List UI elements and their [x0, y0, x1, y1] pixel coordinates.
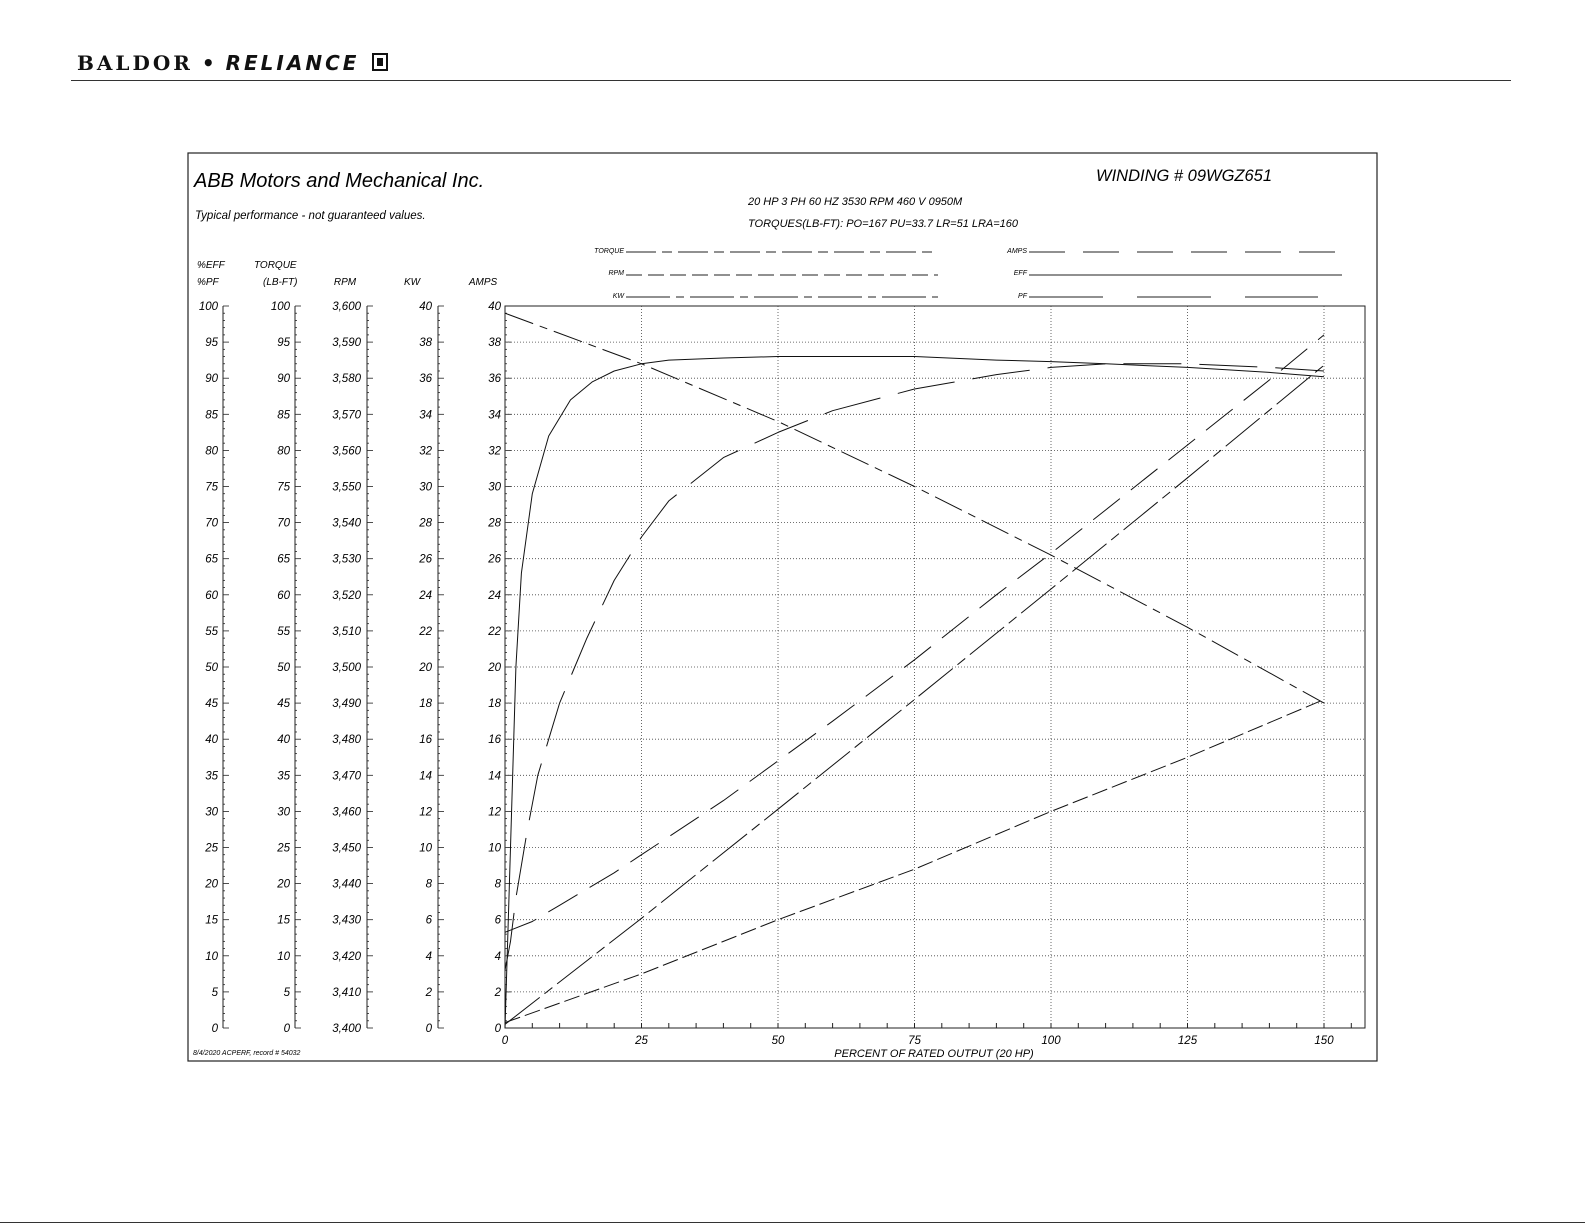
brand-name-baldor: BALDOR: [77, 51, 193, 75]
performance-subtitle: Typical performance - not guaranteed values.: [195, 210, 426, 222]
record-footer: 8/4/2020 ACPERF, record # 54032: [193, 1050, 301, 1057]
y-tick-label: 12: [488, 806, 501, 819]
y-scale-pf: [197, 260, 229, 1035]
y-tick-label: 3,570: [332, 409, 361, 422]
y-scale-subtitle: (LB-FT): [263, 277, 298, 288]
y-tick-label: 0: [425, 1023, 432, 1035]
y-tick-label: 3,460: [332, 806, 361, 819]
y-tick-label: 10: [277, 950, 290, 963]
y-tick-label: 8: [425, 878, 432, 891]
chart-frame: [188, 153, 1377, 1061]
legend-label-eff: EFF: [1013, 270, 1027, 277]
x-axis: [502, 1023, 1352, 1047]
y-tick-label: 30: [419, 481, 432, 494]
y-tick-label: 24: [419, 589, 432, 602]
y-tick-label: 30: [277, 806, 290, 819]
y-scale-lbft: [254, 260, 301, 1035]
brand-separator: •: [201, 51, 217, 75]
y-tick-label: 95: [277, 337, 290, 350]
y-tick-label: 4: [494, 950, 501, 963]
y-scale-rpm: [332, 277, 373, 1035]
y-scale-subtitle: KW: [403, 277, 421, 288]
legend-label-amps: AMPS: [1007, 248, 1027, 255]
y-tick-label: 3,520: [332, 589, 361, 602]
y-tick-label: 22: [419, 625, 432, 638]
y-tick-label: 90: [277, 373, 290, 386]
y-tick-label: 3,480: [332, 734, 361, 747]
y-tick-label: 36: [419, 373, 432, 386]
y-tick-label: 30: [205, 806, 218, 819]
legend-label-kw: KW: [612, 293, 624, 300]
y-tick-label: 0: [494, 1023, 501, 1035]
y-tick-label: 26: [488, 553, 501, 566]
x-tick-label: 150: [1314, 1035, 1334, 1047]
y-tick-label: 12: [419, 806, 432, 819]
page-bottom-rule: [0, 1222, 1585, 1223]
y-tick-label: 35: [277, 770, 290, 783]
y-tick-label: 4: [425, 950, 432, 963]
y-tick-label: 85: [205, 409, 218, 422]
y-tick-label: 18: [488, 698, 501, 711]
y-tick-label: 30: [488, 481, 501, 494]
plot-grid: [505, 306, 1365, 1028]
y-tick-label: 15: [277, 914, 290, 927]
y-tick-label: 3,410: [332, 986, 361, 999]
y-tick-label: 38: [488, 337, 501, 350]
y-tick-label: 18: [419, 698, 432, 711]
winding-number: WINDING # 09WGZ651: [1096, 167, 1273, 185]
y-tick-label: 2: [425, 986, 432, 999]
y-tick-label: 32: [419, 445, 432, 458]
y-tick-label: 25: [277, 842, 290, 855]
legend-label-torque: TORQUE: [594, 248, 624, 255]
y-tick-label: 36: [488, 373, 501, 386]
y-tick-label: 90: [205, 373, 218, 386]
company-title: ABB Motors and Mechanical Inc.: [194, 170, 485, 192]
x-axis-title: PERCENT OF RATED OUTPUT (20 HP): [834, 1048, 1034, 1060]
torque-values: TORQUES(LB-FT): PO=167 PU=33.7 LR=51 LRA=160: [748, 218, 1019, 230]
y-tick-label: 70: [277, 517, 290, 530]
x-tick-label: 75: [908, 1035, 921, 1047]
y-tick-label: 28: [488, 517, 501, 530]
y-tick-label: 32: [488, 445, 501, 458]
y-tick-label: 15: [205, 914, 218, 927]
y-tick-label: 50: [205, 662, 218, 674]
y-tick-label: 20: [205, 878, 218, 891]
y-tick-label: 10: [205, 950, 218, 963]
x-tick-label: 100: [1041, 1035, 1061, 1047]
y-tick-label: 16: [419, 734, 432, 747]
y-scale-subtitle: RPM: [333, 277, 357, 288]
y-tick-label: 3,440: [332, 878, 361, 891]
y-tick-label: 3,450: [332, 842, 361, 855]
y-tick-label: 16: [488, 734, 501, 747]
y-tick-label: 38: [419, 337, 432, 350]
y-tick-label: 100: [270, 301, 290, 313]
y-tick-label: 3,600: [332, 301, 361, 313]
y-tick-label: 80: [205, 445, 218, 458]
y-tick-label: 22: [488, 625, 501, 638]
y-tick-label: 10: [419, 842, 432, 855]
y-tick-label: 95: [205, 337, 218, 350]
x-tick-label: 50: [771, 1035, 785, 1047]
y-tick-label: 28: [419, 517, 432, 530]
y-tick-label: 75: [205, 481, 218, 494]
y-tick-label: 34: [419, 409, 432, 422]
series-line-rpm: [505, 313, 1324, 703]
y-tick-label: 26: [419, 553, 432, 566]
y-scale-subtitle: %PF: [197, 277, 219, 288]
y-tick-label: 14: [488, 770, 501, 783]
y-tick-label: 40: [488, 301, 501, 313]
y-tick-label: 3,510: [332, 625, 361, 638]
y-tick-label: 2: [494, 986, 501, 999]
y-tick-label: 3,540: [332, 517, 361, 530]
y-tick-label: 3,550: [332, 481, 361, 494]
y-tick-label: 20: [419, 662, 432, 674]
y-tick-label: 40: [419, 301, 432, 313]
y-tick-label: 55: [205, 625, 218, 638]
y-tick-label: 3,430: [332, 914, 361, 927]
y-tick-label: 40: [205, 734, 218, 747]
y-tick-label: 35: [205, 770, 218, 783]
y-tick-label: 8: [494, 878, 501, 891]
y-scale-title: TORQUE: [254, 260, 297, 271]
y-tick-label: 45: [205, 698, 218, 711]
y-tick-label: 6: [425, 914, 432, 927]
y-tick-label: 3,470: [332, 770, 361, 783]
y-tick-label: 3,500: [332, 662, 361, 674]
legend-label-rpm: RPM: [608, 270, 624, 277]
y-tick-label: 3,490: [332, 698, 361, 711]
y-tick-label: 60: [205, 589, 218, 602]
y-tick-label: 3,560: [332, 445, 361, 458]
y-tick-label: 55: [277, 625, 290, 638]
y-tick-label: 60: [277, 589, 290, 602]
y-tick-label: 24: [488, 589, 501, 602]
y-tick-label: 20: [277, 878, 290, 891]
y-tick-label: 3,420: [332, 950, 361, 963]
y-tick-label: 45: [277, 698, 290, 711]
y-tick-label: 3,530: [332, 553, 361, 566]
legend-right: [1006, 248, 1342, 300]
y-tick-label: 50: [277, 662, 290, 674]
legend-left: [594, 248, 938, 300]
y-scales: [197, 260, 511, 1035]
y-tick-label: 10: [488, 842, 501, 855]
motor-rating: 20 HP 3 PH 60 HZ 3530 RPM 460 V 0950M: [748, 196, 963, 208]
y-tick-label: 25: [205, 842, 218, 855]
y-tick-label: 0: [211, 1023, 218, 1035]
y-tick-label: 20: [488, 662, 501, 674]
y-tick-label: 0: [283, 1023, 290, 1035]
y-tick-label: 3,580: [332, 373, 361, 386]
y-tick-label: 65: [205, 553, 218, 566]
y-tick-label: 75: [277, 481, 290, 494]
y-tick-label: 85: [277, 409, 290, 422]
y-tick-label: 70: [205, 517, 218, 530]
y-tick-label: 34: [488, 409, 501, 422]
y-scale-subtitle: AMPS: [468, 277, 498, 288]
y-tick-label: 5: [211, 986, 218, 999]
series-line-torque: [505, 365, 1324, 1024]
y-tick-label: 65: [277, 553, 290, 566]
y-tick-label: 5: [283, 986, 290, 999]
y-scale-title: %EFF: [197, 260, 225, 271]
y-tick-label: 80: [277, 445, 290, 458]
x-tick-label: 0: [501, 1035, 509, 1047]
legend-label-pf: PF: [1018, 293, 1027, 300]
y-tick-label: 3,590: [332, 337, 361, 350]
y-scale-kw: [404, 277, 444, 1035]
y-tick-label: 3,400: [332, 1023, 361, 1035]
x-tick-label: 25: [635, 1035, 648, 1047]
y-tick-label: 14: [419, 770, 432, 783]
x-tick-label: 125: [1177, 1035, 1198, 1047]
brand-name-reliance: RELIANCE: [225, 51, 360, 75]
y-tick-label: 6: [494, 914, 501, 927]
y-tick-label: 100: [198, 301, 218, 313]
y-tick-label: 40: [277, 734, 290, 747]
